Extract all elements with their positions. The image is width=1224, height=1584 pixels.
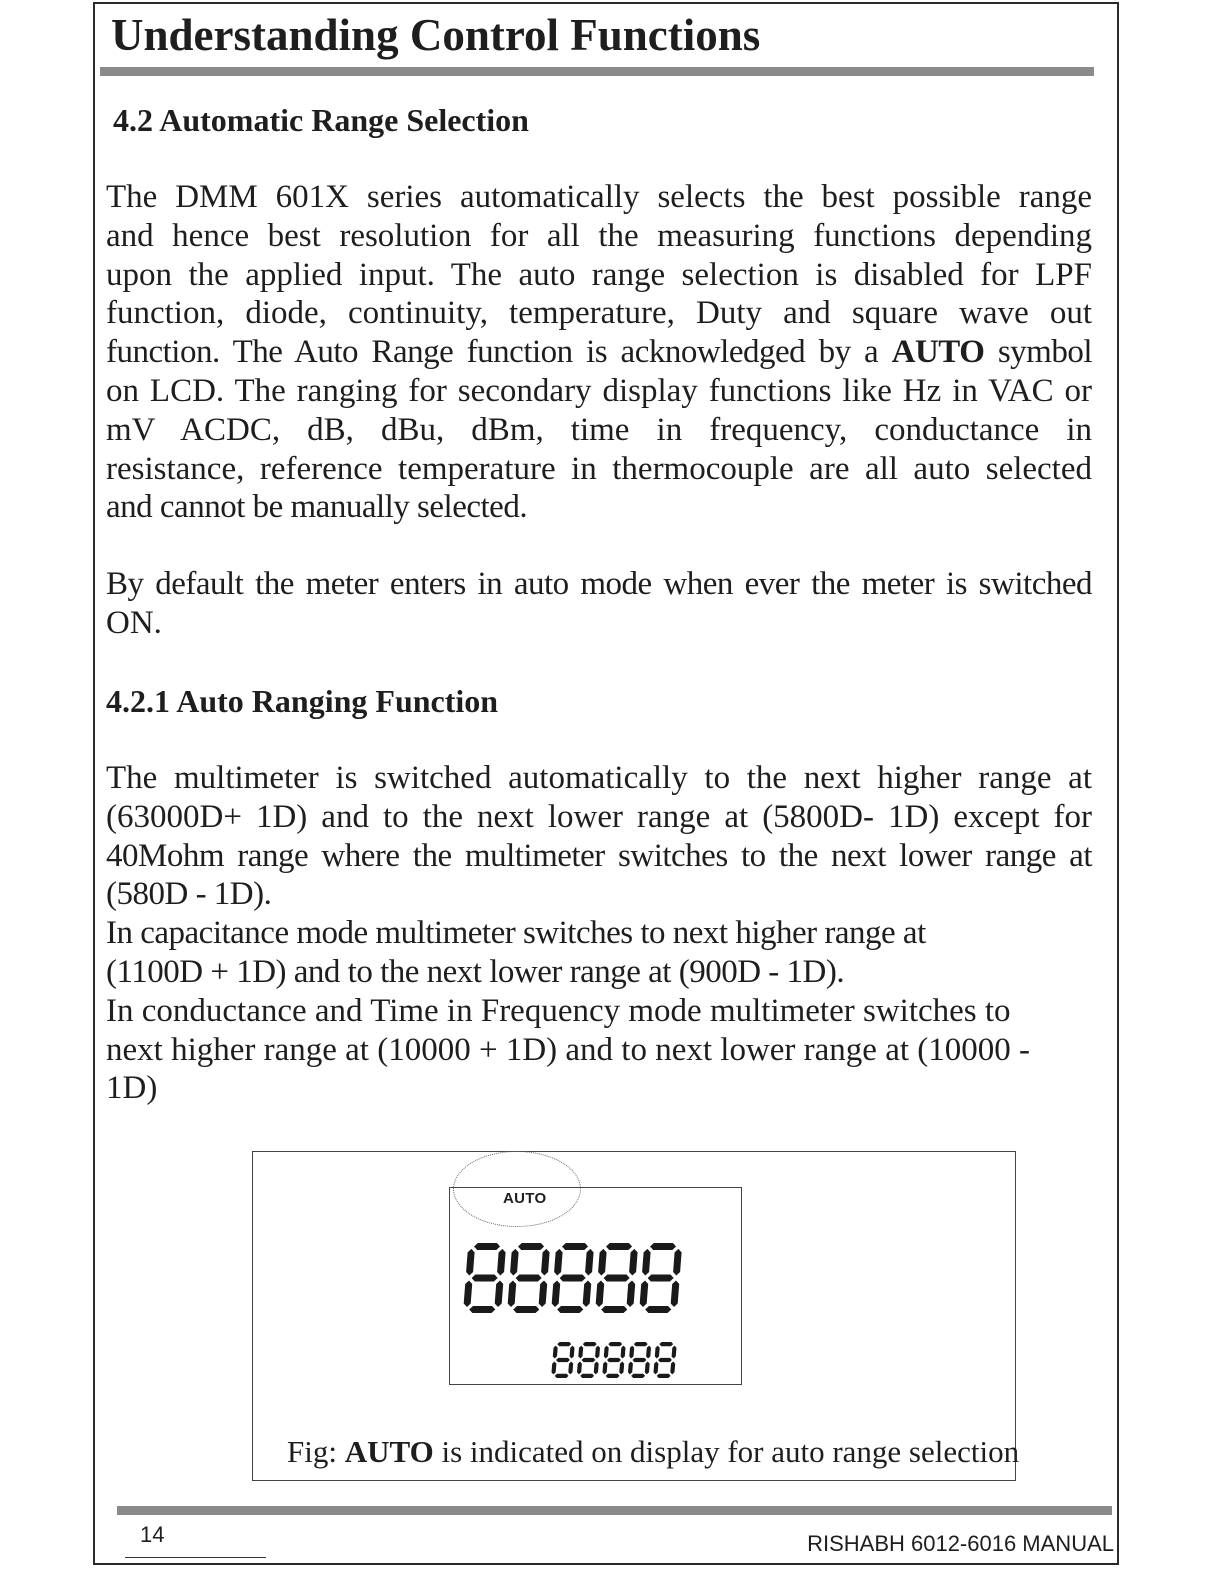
page-title: Understanding Control Functions: [111, 10, 761, 60]
lcd-segment-e: [552, 1362, 557, 1375]
lcd-segment-d: [555, 1374, 569, 1378]
lcd-segment-e: [552, 1281, 561, 1308]
lcd-segment-a: [606, 1243, 632, 1250]
lcd-segment-a: [518, 1243, 544, 1250]
lcd-segment-f: [578, 1346, 583, 1359]
lcd-segment-f: [642, 1249, 651, 1276]
lcd-segment-d: [601, 1306, 627, 1313]
text-line: In conductance and Time in Frequency mode multimeter switches to: [106, 992, 1011, 1029]
lcd-segment-f: [554, 1249, 563, 1276]
text-line: and cannot be manually selected.: [106, 489, 528, 526]
lcd-segment-g: [556, 1358, 570, 1362]
lcd-segment-d: [645, 1306, 671, 1313]
paragraph-default-mode: [106, 565, 1092, 643]
lcd-segment-c: [645, 1362, 650, 1375]
text-line: In capacitance mode multimeter switches to next higher range at: [106, 915, 926, 952]
text-line: 1D): [106, 1070, 158, 1107]
lcd-segment-e: [654, 1362, 659, 1375]
lcd-secondary-digits: [551, 1342, 679, 1380]
caption-auto-keyword: AUTO: [344, 1434, 434, 1469]
lcd-digit: [552, 1342, 575, 1378]
lcd-segment-b: [585, 1249, 594, 1276]
text-line: The multimeter is switched automatically to the next higher range at: [106, 760, 1092, 796]
lcd-segment-d: [513, 1306, 539, 1313]
lcd-segment-b: [673, 1249, 682, 1276]
lcd-segment-e: [596, 1281, 605, 1308]
paragraph-auto-ranging: [106, 759, 1092, 1108]
lcd-segment-c: [583, 1281, 592, 1308]
lcd-segment-g: [648, 1275, 674, 1282]
lcd-segment-a: [659, 1342, 673, 1346]
lcd-segment-b: [595, 1346, 600, 1359]
manual-title: RISHABH 6012-6016 MANUAL: [807, 1531, 1114, 1556]
lcd-segment-c: [539, 1281, 548, 1308]
lcd-segment-d: [631, 1374, 645, 1378]
lcd-segment-c: [670, 1362, 675, 1375]
lcd-digit: [628, 1342, 651, 1378]
lcd-segment-g: [658, 1358, 672, 1362]
lcd-digit: [603, 1342, 626, 1378]
text-line: on LCD. The ranging for secondary display functions like Hz in VAC or: [106, 372, 1092, 409]
lcd-segment-a: [562, 1243, 588, 1250]
lcd-primary-digits: [463, 1243, 685, 1315]
text-line: next higher range at (10000 + 1D) and to next lower range at (10000 -: [106, 1031, 1030, 1068]
lcd-segment-a: [650, 1243, 676, 1250]
text-line: ON.: [106, 604, 162, 641]
header-rule: [100, 67, 1094, 76]
text-run: function. The Auto Range function is acknowledged by a: [106, 334, 892, 371]
lcd-segment-c: [619, 1362, 624, 1375]
lcd-segment-e: [628, 1362, 633, 1375]
text-line: mV ACDC, dB, dBu, dBm, time in frequency, conductance in: [106, 411, 1092, 448]
lcd-segment-a: [634, 1342, 648, 1346]
auto-highlight-ellipse: [453, 1151, 581, 1227]
caption-prefix: Fig:: [287, 1434, 345, 1469]
lcd-segment-e: [508, 1281, 517, 1308]
text-line: (580D - 1D).: [106, 876, 272, 913]
lcd-segment-d: [606, 1374, 620, 1378]
lcd-digit: [464, 1243, 506, 1313]
lcd-segment-c: [627, 1281, 636, 1308]
lcd-segment-a: [608, 1342, 622, 1346]
auto-keyword: AUTO: [891, 334, 985, 371]
text-line: function, diode, continuity, temperature, Duty and square wave out: [106, 295, 1092, 332]
lcd-segment-f: [553, 1346, 558, 1359]
text-line: resistance, reference temperature in thermocouple are all auto selected: [106, 450, 1092, 487]
lcd-segment-b: [570, 1346, 575, 1359]
text-line: The DMM 601X series automatically selects the best possible range: [106, 179, 1092, 215]
lcd-segment-d: [580, 1374, 594, 1378]
lcd-segment-b: [497, 1249, 506, 1276]
lcd-segment-c: [671, 1281, 680, 1308]
lcd-segment-e: [577, 1362, 582, 1375]
lcd-segment-f: [466, 1249, 475, 1276]
lcd-segment-a: [583, 1342, 597, 1346]
lcd-digit: [577, 1342, 600, 1378]
text-line: upon the applied input. The auto range selection is disabled for LPF: [106, 256, 1092, 293]
lcd-segment-f: [510, 1249, 518, 1276]
lcd-segment-b: [672, 1346, 677, 1359]
lcd-segment-e: [603, 1362, 608, 1375]
lcd-segment-f: [629, 1346, 634, 1359]
page-number: 14: [140, 1522, 165, 1547]
lcd-segment-e: [464, 1281, 473, 1308]
figure-caption: [287, 1433, 1019, 1471]
lcd-segment-e: [640, 1281, 649, 1308]
lcd-segment-g: [582, 1358, 596, 1362]
lcd-segment-g: [560, 1275, 586, 1282]
text-line: By default the meter enters in auto mode when ever the meter is switched: [106, 566, 1092, 602]
lcd-segment-g: [607, 1358, 621, 1362]
page-number-underline: [125, 1557, 266, 1558]
footer-rule: [117, 1506, 1112, 1515]
lcd-segment-d: [469, 1306, 495, 1313]
lcd-segment-c: [594, 1362, 599, 1375]
lcd-digit: [508, 1243, 550, 1313]
lcd-segment-b: [646, 1346, 651, 1359]
lcd-segment-c: [568, 1362, 573, 1375]
lcd-segment-g: [633, 1358, 647, 1362]
lcd-segment-d: [657, 1374, 671, 1378]
lcd-segment-f: [598, 1249, 607, 1276]
paragraph-auto-range: [106, 178, 1092, 527]
lcd-segment-a: [474, 1243, 500, 1250]
lcd-segment-b: [629, 1249, 638, 1276]
lcd-segment-f: [604, 1346, 609, 1359]
lcd-digit: [552, 1243, 594, 1313]
lcd-auto-indicator: AUTO: [503, 1190, 547, 1207]
lcd-digit: [596, 1243, 638, 1313]
text-line: 40Mohm range where the multimeter switches to the next lower range at: [106, 837, 1092, 874]
lcd-segment-c: [495, 1281, 504, 1308]
lcd-segment-g: [472, 1275, 498, 1282]
lcd-digit: [654, 1342, 677, 1378]
lcd-segment-a: [557, 1342, 571, 1346]
lcd-segment-f: [655, 1346, 660, 1359]
lcd-segment-g: [604, 1275, 630, 1282]
section-heading-4-2: 4.2 Automatic Range Selection: [113, 102, 529, 138]
lcd-digit: [640, 1243, 682, 1313]
text-run: symbol: [984, 334, 1092, 371]
text-line: [106, 333, 1092, 372]
caption-text: is indicated on display for auto range selection: [433, 1434, 1020, 1469]
section-heading-4-2-1: 4.2.1 Auto Ranging Function: [106, 683, 499, 719]
text-line: (63000D+ 1D) and to the next lower range at (5800D- 1D) except for: [106, 798, 1092, 835]
text-line: (1100D + 1D) and to the next lower range at (900D - 1D).: [106, 953, 845, 990]
lcd-segment-g: [516, 1275, 542, 1282]
text-line: and hence best resolution for all the measuring functions depending: [106, 217, 1092, 254]
lcd-segment-b: [541, 1249, 550, 1276]
lcd-segment-b: [621, 1346, 626, 1359]
lcd-segment-d: [557, 1306, 583, 1313]
